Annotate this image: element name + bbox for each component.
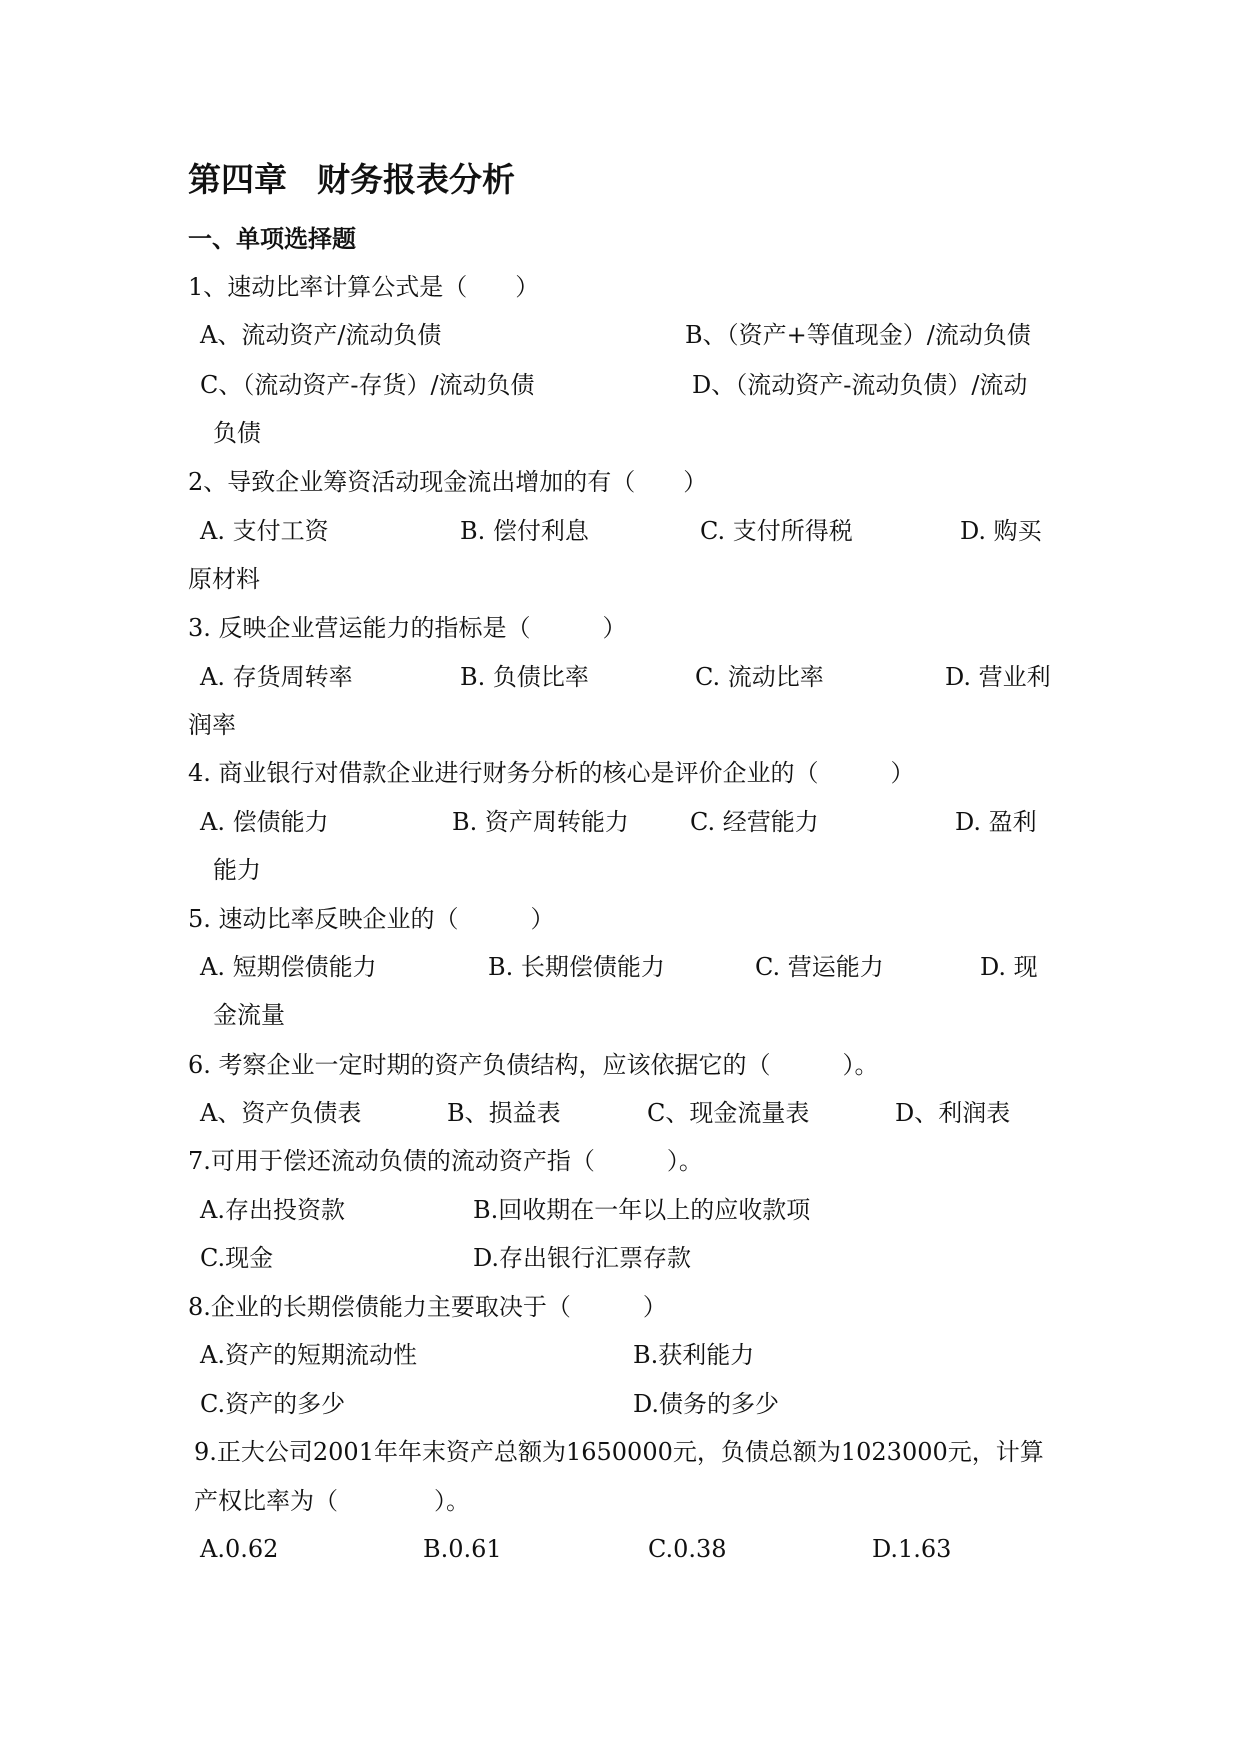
- question-1-option-c: C、（流动资产-存货）/流动负债: [200, 371, 535, 399]
- question-3-option-a: A. 存货周转率: [200, 663, 353, 691]
- question-4-stem: 4. 商业银行对借款企业进行财务分析的核心是评价企业的（ ）: [188, 759, 915, 787]
- question-2-option-b: B. 偿付利息: [460, 517, 589, 545]
- question-6-option-a: A、资产负债表: [200, 1099, 362, 1127]
- question-8-option-c: C.资产的多少: [200, 1390, 346, 1418]
- question-2-option-d-wrap: 原材料: [188, 565, 260, 593]
- chapter-title: [188, 160, 515, 200]
- question-7-option-b: B.回收期在一年以上的应收款项: [473, 1196, 811, 1224]
- question-9-option-c: C.0.38: [648, 1535, 727, 1563]
- question-5-option-d-wrap: 金流量: [213, 1001, 285, 1029]
- question-5-option-d: D. 现: [980, 953, 1038, 981]
- question-2-option-d: D. 购买: [960, 517, 1042, 545]
- question-5-option-b: B. 长期偿债能力: [488, 953, 665, 981]
- question-6-option-d: D、利润表: [895, 1099, 1011, 1127]
- section-heading: 一、单项选择题: [188, 225, 356, 253]
- question-2-option-a: A. 支付工资: [200, 517, 329, 545]
- question-4-option-b: B. 资产周转能力: [452, 808, 629, 836]
- question-1-option-b: B、（资产+等值现金）/流动负债: [685, 321, 1031, 349]
- question-6-option-b: B、损益表: [447, 1099, 561, 1127]
- question-7-option-d: D.存出银行汇票存款: [473, 1244, 692, 1272]
- question-7-option-a: A.存出投资款: [200, 1196, 345, 1224]
- question-3-option-d-wrap: 润率: [188, 711, 236, 739]
- question-7-option-c: C.现金: [200, 1244, 274, 1272]
- question-3-option-b: B. 负债比率: [460, 663, 589, 691]
- question-1-option-a: A、流动资产/流动负债: [200, 321, 442, 349]
- question-9-stem-continued: 产权比率为（ ）。: [194, 1487, 470, 1515]
- question-3-option-d: D. 营业利: [945, 663, 1051, 691]
- chapter-name: 财务报表分析: [317, 160, 515, 199]
- question-6-stem: 6. 考察企业一定时期的资产负债结构，应该依据它的（ ）。: [188, 1051, 879, 1079]
- question-8-option-a: A.资产的短期流动性: [200, 1341, 417, 1369]
- question-1-option-d: D、（流动资产-流动负债）/流动: [692, 371, 1028, 399]
- question-2-stem: 2、导致企业筹资活动现金流出增加的有（ ）: [188, 468, 708, 496]
- question-2-option-c: C. 支付所得税: [700, 517, 853, 545]
- question-4-option-d: D. 盈利: [955, 808, 1037, 836]
- question-5-stem: 5. 速动比率反映企业的（ ）: [188, 905, 555, 933]
- question-5-option-a: A. 短期偿债能力: [200, 953, 377, 981]
- question-9-stem: 9.正大公司2001年年末资产总额为1650000元，负债总额为1023000元，计算: [194, 1438, 1044, 1466]
- question-6-option-c: C、现金流量表: [647, 1099, 810, 1127]
- question-4-option-a: A. 偿债能力: [200, 808, 329, 836]
- question-4-option-d-wrap: 能力: [213, 856, 261, 884]
- question-3-option-c: C. 流动比率: [695, 663, 824, 691]
- question-8-option-d: D.债务的多少: [633, 1390, 780, 1418]
- question-7-stem: 7.可用于偿还流动负债的流动资产指（ ）。: [188, 1147, 703, 1175]
- question-9-option-d: D.1.63: [872, 1535, 952, 1563]
- question-8-stem: 8.企业的长期偿债能力主要取决于（ ）: [188, 1293, 667, 1321]
- question-5-option-c: C. 营运能力: [755, 953, 884, 981]
- question-9-option-a: A.0.62: [200, 1535, 279, 1563]
- chapter-number: 第四章: [188, 160, 287, 199]
- question-3-stem: 3. 反映企业营运能力的指标是（ ）: [188, 614, 627, 642]
- question-8-option-b: B.获利能力: [633, 1341, 755, 1369]
- question-1-option-d-wrap: 负债: [213, 419, 261, 447]
- question-9-option-b: B.0.61: [423, 1535, 502, 1563]
- question-4-option-c: C. 经营能力: [690, 808, 819, 836]
- question-1-stem: 1、速动比率计算公式是（ ）: [188, 273, 540, 301]
